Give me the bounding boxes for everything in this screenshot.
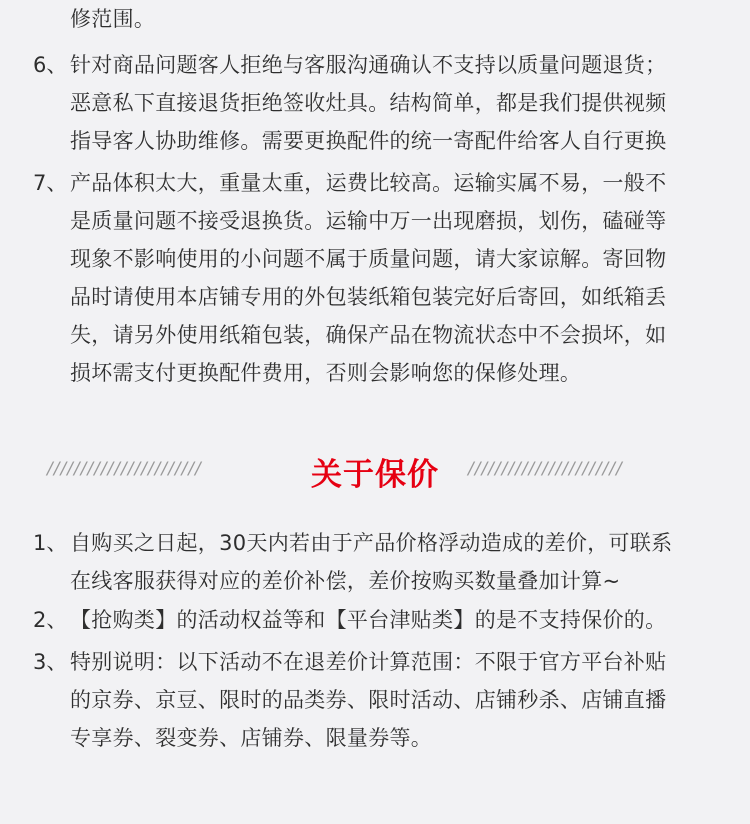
item-6-line-2: 恶意私下直接退货拒绝签收灶具。结构简单，都是我们提供视频 <box>70 91 667 115</box>
price-item-3-line-2: 的京券、京豆、限时的品类券、限时活动、店铺秒杀、店铺直播 <box>70 688 667 712</box>
section-title: 关于保价 <box>311 457 439 493</box>
item-6-number: 6、 <box>33 53 68 77</box>
item-7-line-3: 现象不影响使用的小问题不属于质量问题，请大家谅解。寄回物 <box>70 247 667 271</box>
item-7-number: 7、 <box>33 171 68 195</box>
price-item-1-number: 1、 <box>33 531 68 555</box>
item-7-line-1: 产品体积太大，重量太重，运费比较高。运输实属不易，一般不 <box>70 171 667 195</box>
divider-slashes-left: /////////////////////// <box>47 459 202 479</box>
item-7-line-6: 损坏需支付更换配件费用，否则会影响您的保修处理。 <box>70 361 582 385</box>
price-item-1-line-2: 在线客服获得对应的差价补偿，差价按购买数量叠加计算~ <box>70 569 621 593</box>
divider-slashes-right: /////////////////////// <box>468 459 623 479</box>
item-7-line-5: 失，请另外使用纸箱包装，确保产品在物流状态中不会损坏，如 <box>70 323 667 347</box>
item-6-line-1: 针对商品问题客人拒绝与客服沟通确认不支持以质量问题退货； <box>70 53 667 77</box>
section-divider <box>0 447 750 499</box>
price-item-3-line-3: 专享券、裂变券、店铺券、限量券等。 <box>70 726 433 750</box>
item-6-line-3: 指导客人协助维修。需要更换配件的统一寄配件给客人自行更换 <box>70 129 667 153</box>
item-7-line-4: 品时请使用本店铺专用的外包装纸箱包装完好后寄回，如纸箱丢 <box>70 285 667 309</box>
item-5-fragment: 修范围。 <box>70 7 156 31</box>
price-item-3-line-1: 特别说明：以下活动不在退差价计算范围：不限于官方平台补贴 <box>70 650 667 674</box>
price-item-3-number: 3、 <box>33 650 68 674</box>
price-item-2-number: 2、 <box>33 608 68 632</box>
price-item-1-line-1: 自购买之日起，30天内若由于产品价格浮动造成的差价，可联系 <box>70 531 673 555</box>
price-item-2-line-1: 【抢购类】的活动权益等和【平台津贴类】的是不支持保价的。 <box>70 608 667 632</box>
item-7-line-2: 是质量问题不接受退换货。运输中万一出现磨损，划伤，磕碰等 <box>70 209 667 233</box>
